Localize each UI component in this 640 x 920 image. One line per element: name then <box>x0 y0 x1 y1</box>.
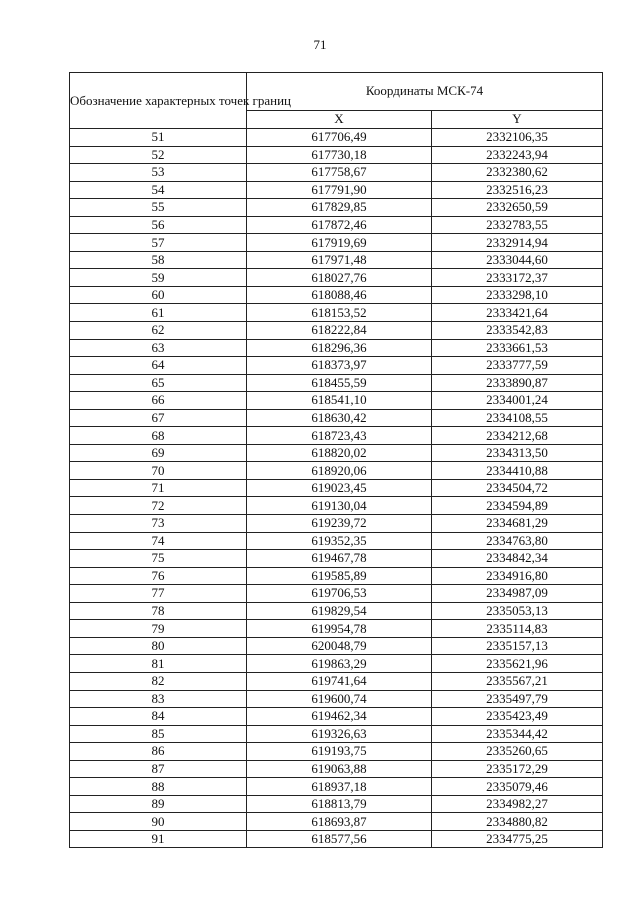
x-coordinate-cell: 619130,04 <box>247 497 432 515</box>
table-row <box>70 199 603 217</box>
x-coordinate-cell: 620048,79 <box>247 637 432 655</box>
table-row <box>70 181 603 199</box>
point-number-cell: 66 <box>70 392 247 410</box>
header-y: Y <box>432 110 603 128</box>
y-coordinate-cell: 2333172,37 <box>432 269 603 287</box>
y-coordinate-cell: 2335497,79 <box>432 690 603 708</box>
point-number-cell: 82 <box>70 672 247 690</box>
y-coordinate-cell: 2333661,53 <box>432 339 603 357</box>
x-coordinate-cell: 619741,64 <box>247 672 432 690</box>
x-coordinate-cell: 618296,36 <box>247 339 432 357</box>
y-coordinate-cell: 2335114,83 <box>432 620 603 638</box>
y-coordinate-cell: 2335423,49 <box>432 708 603 726</box>
x-coordinate-cell: 617872,46 <box>247 216 432 234</box>
point-number-cell: 90 <box>70 813 247 831</box>
point-number-cell: 52 <box>70 146 247 164</box>
point-number-cell: 81 <box>70 655 247 673</box>
table-row <box>70 479 603 497</box>
table-row <box>70 374 603 392</box>
table-row <box>70 357 603 375</box>
table-row <box>70 795 603 813</box>
x-coordinate-cell: 619023,45 <box>247 479 432 497</box>
x-coordinate-cell: 618577,56 <box>247 830 432 848</box>
table-body <box>70 129 603 848</box>
y-coordinate-cell: 2334775,25 <box>432 830 603 848</box>
table-row <box>70 585 603 603</box>
table-row <box>70 409 603 427</box>
point-number-cell: 65 <box>70 374 247 392</box>
y-coordinate-cell: 2332650,59 <box>432 199 603 217</box>
table-row <box>70 725 603 743</box>
y-coordinate-cell: 2334681,29 <box>432 515 603 533</box>
x-coordinate-cell: 617919,69 <box>247 234 432 252</box>
table-row <box>70 550 603 568</box>
x-coordinate-cell: 619193,75 <box>247 743 432 761</box>
header-boundary-points: Обозначение характерных точек границ <box>70 73 247 129</box>
point-number-cell: 51 <box>70 129 247 147</box>
point-number-cell: 60 <box>70 286 247 304</box>
point-number-cell: 91 <box>70 830 247 848</box>
y-coordinate-cell: 2334987,09 <box>432 585 603 603</box>
y-coordinate-cell: 2333777,59 <box>432 357 603 375</box>
y-coordinate-cell: 2334982,27 <box>432 795 603 813</box>
point-number-cell: 74 <box>70 532 247 550</box>
point-number-cell: 77 <box>70 585 247 603</box>
point-number-cell: 80 <box>70 637 247 655</box>
coordinates-table <box>69 72 603 848</box>
point-number-cell: 58 <box>70 251 247 269</box>
y-coordinate-cell: 2335567,21 <box>432 672 603 690</box>
point-number-cell: 55 <box>70 199 247 217</box>
y-coordinate-cell: 2334001,24 <box>432 392 603 410</box>
x-coordinate-cell: 619585,89 <box>247 567 432 585</box>
x-coordinate-cell: 617758,67 <box>247 164 432 182</box>
y-coordinate-cell: 2335260,65 <box>432 743 603 761</box>
x-coordinate-cell: 618088,46 <box>247 286 432 304</box>
y-coordinate-cell: 2334594,89 <box>432 497 603 515</box>
table-row <box>70 602 603 620</box>
x-coordinate-cell: 619063,88 <box>247 760 432 778</box>
table-row <box>70 216 603 234</box>
y-coordinate-cell: 2335053,13 <box>432 602 603 620</box>
x-coordinate-cell: 618813,79 <box>247 795 432 813</box>
table-row <box>70 234 603 252</box>
point-number-cell: 86 <box>70 743 247 761</box>
x-coordinate-cell: 617971,48 <box>247 251 432 269</box>
point-number-cell: 57 <box>70 234 247 252</box>
point-number-cell: 64 <box>70 357 247 375</box>
point-number-cell: 85 <box>70 725 247 743</box>
table-row <box>70 708 603 726</box>
table-row <box>70 129 603 147</box>
x-coordinate-cell: 619239,72 <box>247 515 432 533</box>
x-coordinate-cell: 617730,18 <box>247 146 432 164</box>
y-coordinate-cell: 2332106,35 <box>432 129 603 147</box>
table-row <box>70 672 603 690</box>
table-row <box>70 760 603 778</box>
y-coordinate-cell: 2335621,96 <box>432 655 603 673</box>
header-coordinate-system: Координаты МСК-74 <box>247 73 603 111</box>
x-coordinate-cell: 619863,29 <box>247 655 432 673</box>
y-coordinate-cell: 2334212,68 <box>432 427 603 445</box>
point-number-cell: 62 <box>70 322 247 340</box>
table-row <box>70 251 603 269</box>
table-row <box>70 813 603 831</box>
table-row <box>70 830 603 848</box>
point-number-cell: 54 <box>70 181 247 199</box>
table-row <box>70 427 603 445</box>
y-coordinate-cell: 2335344,42 <box>432 725 603 743</box>
table-row <box>70 620 603 638</box>
table-header <box>70 73 603 129</box>
table-row <box>70 322 603 340</box>
x-coordinate-cell: 619467,78 <box>247 550 432 568</box>
point-number-cell: 72 <box>70 497 247 515</box>
table-row <box>70 164 603 182</box>
y-coordinate-cell: 2334410,88 <box>432 462 603 480</box>
table-row <box>70 743 603 761</box>
x-coordinate-cell: 618153,52 <box>247 304 432 322</box>
table-row <box>70 269 603 287</box>
point-number-cell: 68 <box>70 427 247 445</box>
table-row <box>70 655 603 673</box>
x-coordinate-cell: 618920,06 <box>247 462 432 480</box>
point-number-cell: 59 <box>70 269 247 287</box>
y-coordinate-cell: 2332914,94 <box>432 234 603 252</box>
y-coordinate-cell: 2334842,34 <box>432 550 603 568</box>
x-coordinate-cell: 617706,49 <box>247 129 432 147</box>
point-number-cell: 56 <box>70 216 247 234</box>
table-row <box>70 339 603 357</box>
x-coordinate-cell: 618373,97 <box>247 357 432 375</box>
x-coordinate-cell: 619954,78 <box>247 620 432 638</box>
y-coordinate-cell: 2334880,82 <box>432 813 603 831</box>
table-row <box>70 392 603 410</box>
x-coordinate-cell: 617791,90 <box>247 181 432 199</box>
y-coordinate-cell: 2332243,94 <box>432 146 603 164</box>
x-coordinate-cell: 619352,35 <box>247 532 432 550</box>
table-row <box>70 690 603 708</box>
table-row <box>70 515 603 533</box>
table-row <box>70 778 603 796</box>
point-number-cell: 63 <box>70 339 247 357</box>
table-row <box>70 497 603 515</box>
x-coordinate-cell: 618630,42 <box>247 409 432 427</box>
table-row <box>70 462 603 480</box>
x-coordinate-cell: 618723,43 <box>247 427 432 445</box>
y-coordinate-cell: 2335172,29 <box>432 760 603 778</box>
point-number-cell: 69 <box>70 444 247 462</box>
table-row <box>70 532 603 550</box>
x-coordinate-cell: 618541,10 <box>247 392 432 410</box>
table-row <box>70 146 603 164</box>
y-coordinate-cell: 2335157,13 <box>432 637 603 655</box>
x-coordinate-cell: 618937,18 <box>247 778 432 796</box>
x-coordinate-cell: 618455,59 <box>247 374 432 392</box>
y-coordinate-cell: 2334763,80 <box>432 532 603 550</box>
point-number-cell: 67 <box>70 409 247 427</box>
x-coordinate-cell: 618820,02 <box>247 444 432 462</box>
table-row <box>70 567 603 585</box>
table-row <box>70 286 603 304</box>
x-coordinate-cell: 619706,53 <box>247 585 432 603</box>
point-number-cell: 89 <box>70 795 247 813</box>
table-row <box>70 444 603 462</box>
y-coordinate-cell: 2333542,83 <box>432 322 603 340</box>
point-number-cell: 76 <box>70 567 247 585</box>
y-coordinate-cell: 2332516,23 <box>432 181 603 199</box>
point-number-cell: 84 <box>70 708 247 726</box>
x-coordinate-cell: 617829,85 <box>247 199 432 217</box>
y-coordinate-cell: 2334504,72 <box>432 479 603 497</box>
point-number-cell: 73 <box>70 515 247 533</box>
y-coordinate-cell: 2334313,50 <box>432 444 603 462</box>
x-coordinate-cell: 618222,84 <box>247 322 432 340</box>
x-coordinate-cell: 619462,34 <box>247 708 432 726</box>
point-number-cell: 71 <box>70 479 247 497</box>
point-number-cell: 53 <box>70 164 247 182</box>
point-number-cell: 83 <box>70 690 247 708</box>
table-row <box>70 637 603 655</box>
point-number-cell: 70 <box>70 462 247 480</box>
x-coordinate-cell: 618027,76 <box>247 269 432 287</box>
x-coordinate-cell: 619326,63 <box>247 725 432 743</box>
point-number-cell: 79 <box>70 620 247 638</box>
header-x: X <box>247 110 432 128</box>
y-coordinate-cell: 2333890,87 <box>432 374 603 392</box>
point-number-cell: 88 <box>70 778 247 796</box>
y-coordinate-cell: 2332783,55 <box>432 216 603 234</box>
x-coordinate-cell: 619829,54 <box>247 602 432 620</box>
y-coordinate-cell: 2335079,46 <box>432 778 603 796</box>
point-number-cell: 75 <box>70 550 247 568</box>
point-number-cell: 61 <box>70 304 247 322</box>
table-row <box>70 304 603 322</box>
y-coordinate-cell: 2334108,55 <box>432 409 603 427</box>
x-coordinate-cell: 619600,74 <box>247 690 432 708</box>
page-number: 71 <box>313 37 327 52</box>
x-coordinate-cell: 618693,87 <box>247 813 432 831</box>
y-coordinate-cell: 2333044,60 <box>432 251 603 269</box>
point-number-cell: 78 <box>70 602 247 620</box>
y-coordinate-cell: 2333421,64 <box>432 304 603 322</box>
point-number-cell: 87 <box>70 760 247 778</box>
y-coordinate-cell: 2333298,10 <box>432 286 603 304</box>
y-coordinate-cell: 2334916,80 <box>432 567 603 585</box>
y-coordinate-cell: 2332380,62 <box>432 164 603 182</box>
